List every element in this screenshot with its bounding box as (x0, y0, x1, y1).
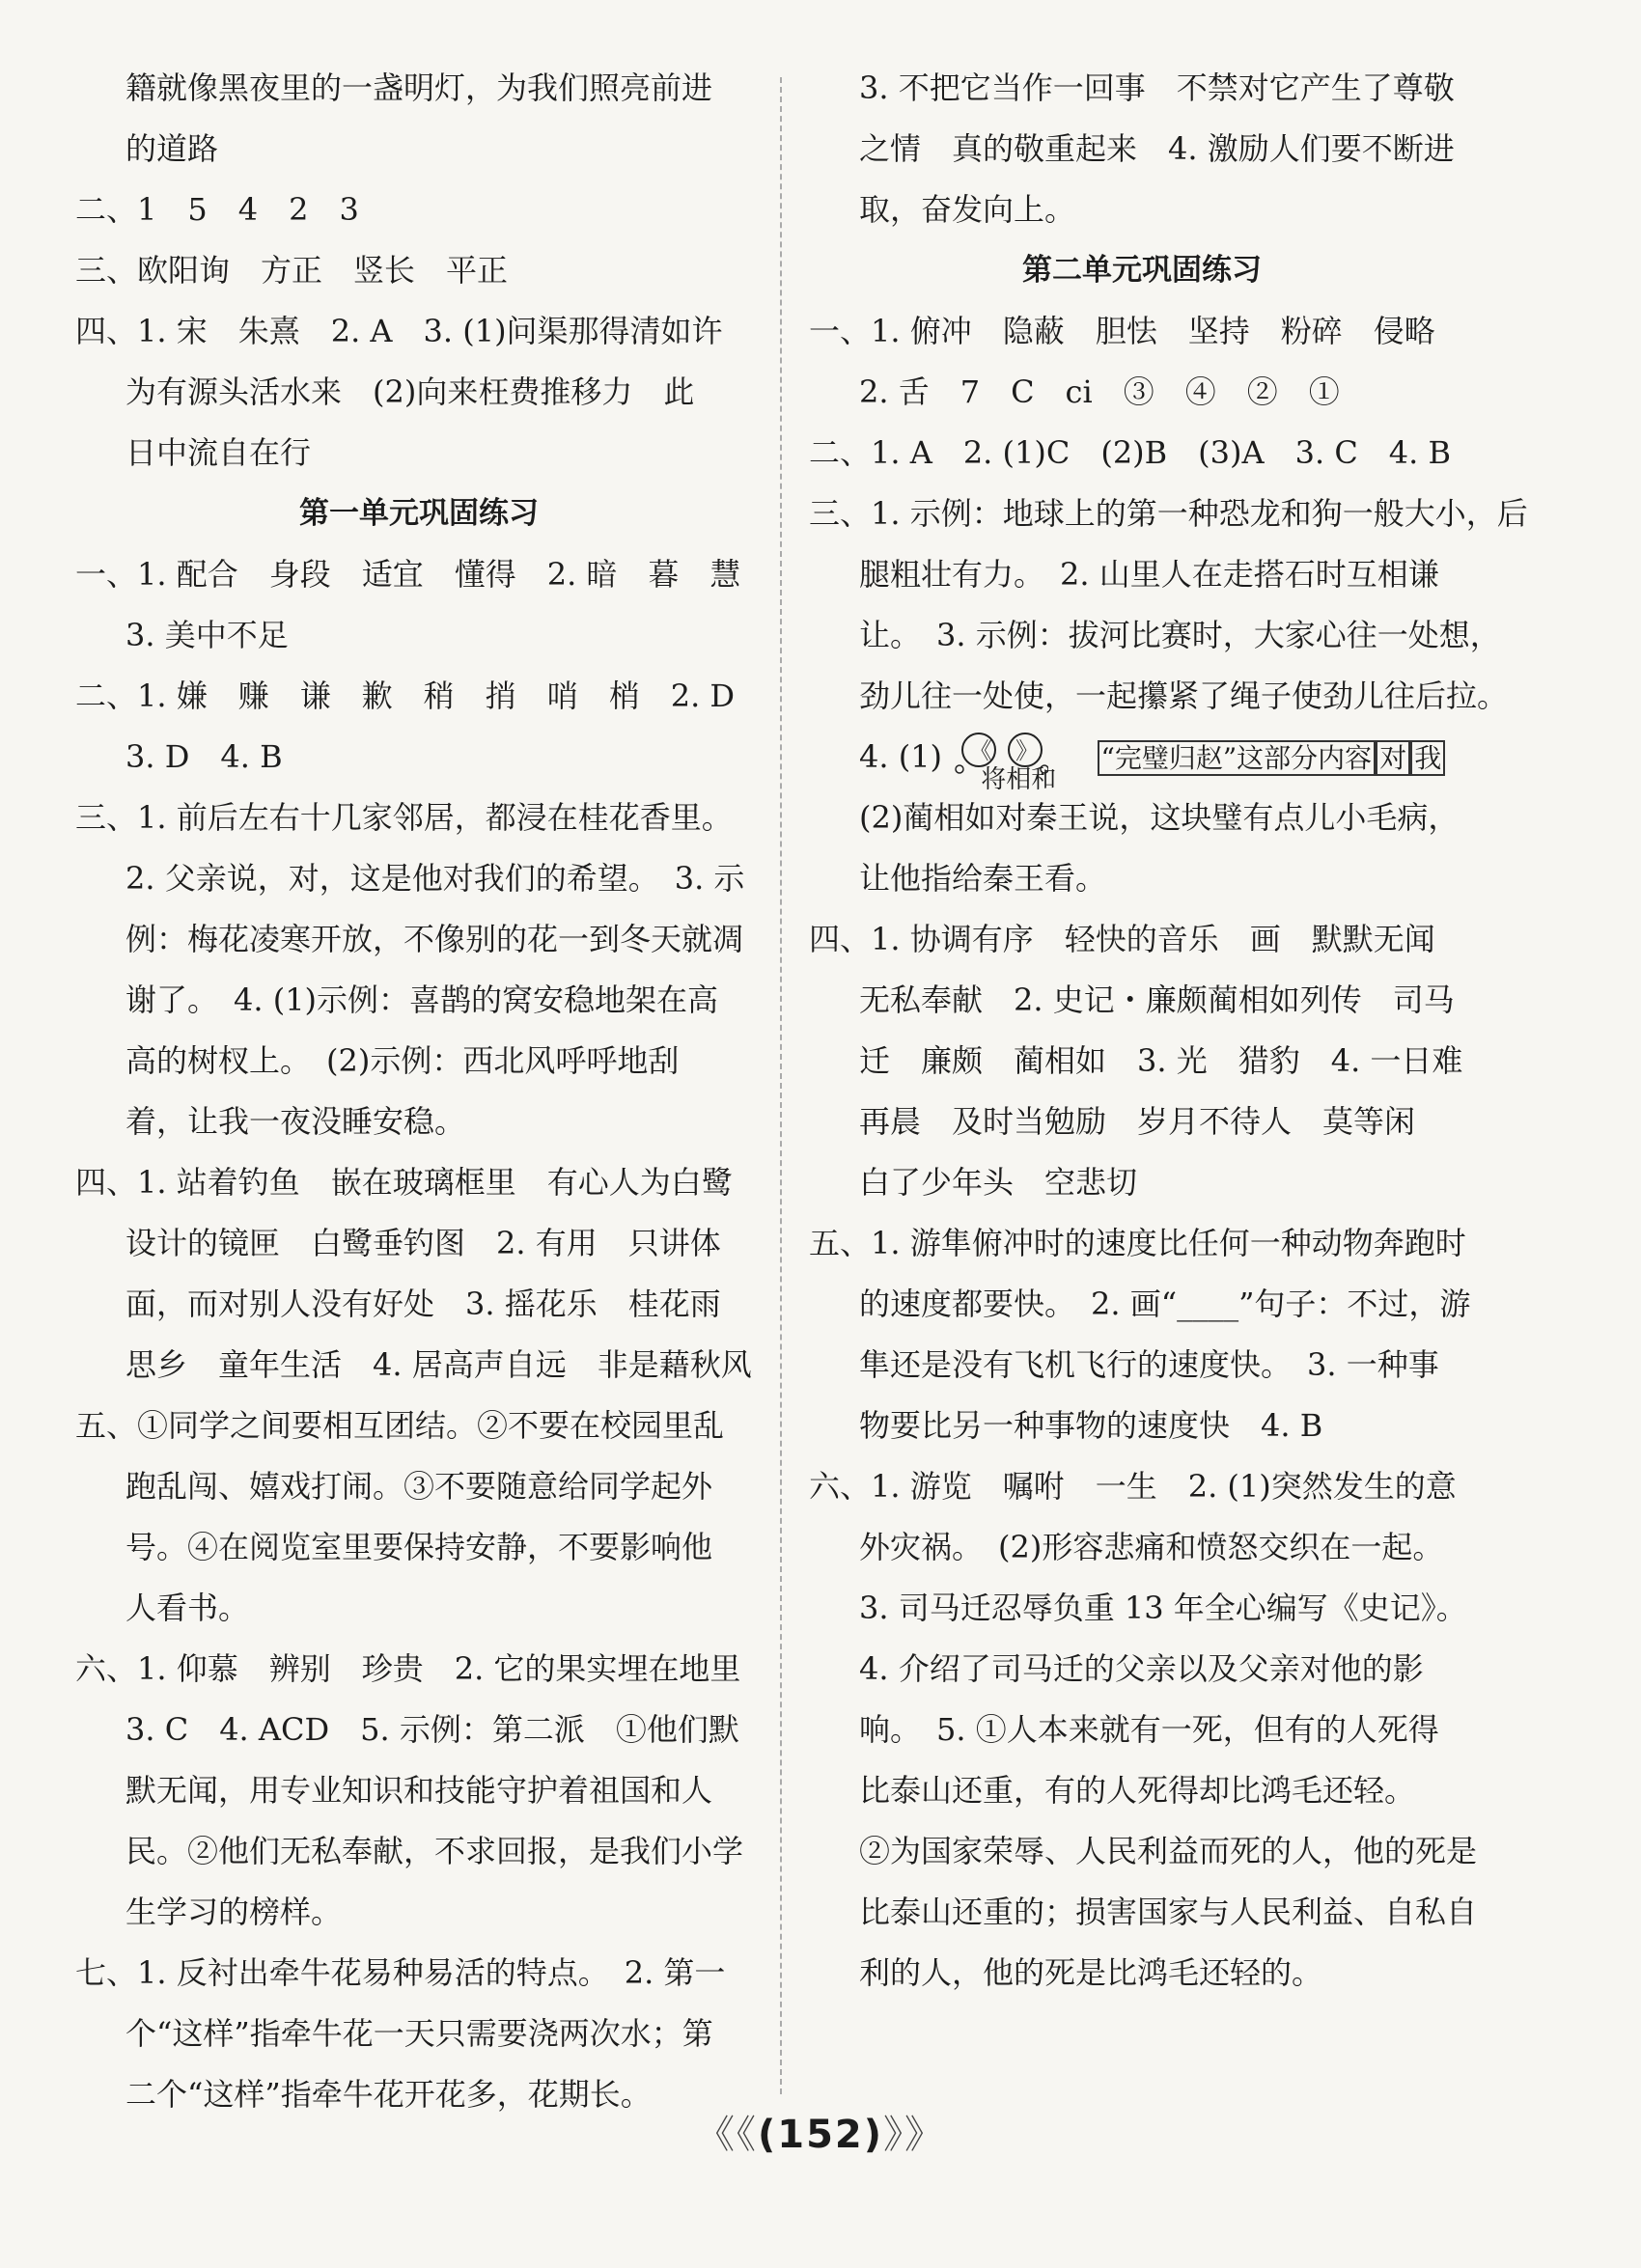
answer-line: 生学习的榜样。 (125, 1894, 343, 1930)
answer-line: 五、1. 游隼俯冲时的速度比任何一种动物奔跑时 (809, 1225, 1466, 1261)
answer-line: 外灾祸。 (2)形容悲痛和愤怒交织在一起。 (859, 1529, 1444, 1565)
answer-line: (2)蔺相如对秦王说，这块璧有点儿小毛病， (859, 799, 1460, 836)
answer-line: 劲儿往一处使，一起攥紧了绳子使劲儿往后拉。 (859, 678, 1509, 714)
answer-line: 六、1. 仰慕 辨别 珍贵 2. 它的果实埋在地里 (75, 1650, 741, 1687)
answer-line: 利的人，他的死是比鸿毛还轻的。 (859, 1954, 1323, 1991)
answer-line: 之情 真的敬重起来 4. 激励人们要不断进 (859, 130, 1455, 167)
boxed-phrase: “完璧归赵”这部分内容 (1098, 740, 1377, 776)
answer-line: 隼还是没有飞机飞行的速度快。 3. 一种事 (859, 1346, 1439, 1383)
boxed-char-2: 我 (1410, 740, 1445, 776)
answer-line: 三、欧阳询 方正 竖长 平正 (75, 252, 509, 289)
rebus-figure (952, 733, 1057, 794)
answer-line: 白了少年头 空悲切 (859, 1164, 1138, 1201)
answer-line: 比泰山还重，有的人死得却比鸿毛还轻。 (859, 1772, 1416, 1809)
rebus-prefix: 4. (1) (859, 738, 943, 775)
answer-line: 3. D 4. B (125, 738, 283, 775)
answer-line: 六、1. 游览 嘱咐 一生 2. (1)突然发生的意 (809, 1468, 1457, 1505)
section-heading: 第二单元巩固练习 (1022, 253, 1262, 288)
answer-line: 二、1 5 4 2 3 (75, 191, 359, 228)
section-heading: 第一单元巩固练习 (299, 496, 539, 531)
answer-line: 响。 5. ①人本来就有一死，但有的人死得 (859, 1711, 1439, 1748)
svg-text:》: 》 (1015, 736, 1040, 764)
answer-line: 二、1. 嫌 赚 谦 歉 稍 捎 哨 梢 2. D (75, 678, 736, 714)
answer-line: 五、①同学之间要相互团结。②不要在校园里乱 (75, 1407, 725, 1444)
column-divider (780, 77, 782, 2094)
answer-line: 设计的镜匣 白鹭垂钓图 2. 有用 只讲体 (125, 1225, 721, 1261)
answer-line: 3. 司马迁忍辱负重 13 年全心编写《史记》。 (859, 1590, 1467, 1626)
answer-line: 例：梅花凌寒开放，不像别的花一到冬天就凋 (125, 921, 744, 957)
answer-line: 思乡 童年生活 4. 居高声自远 非是藉秋风 (125, 1346, 752, 1383)
answer-line: 物要比另一种事物的速度快 4. B (859, 1407, 1323, 1444)
page-number-value: (152) (757, 2113, 884, 2157)
right-column (809, 58, 1528, 2004)
answer-line: 再晨 及时当勉励 岁月不待人 莫等闲 (859, 1103, 1416, 1140)
page-number: 《《(152)》》 (695, 2113, 946, 2157)
answer-line: 跑乱闯、嬉戏打闹。③不要随意给同学起外 (125, 1468, 713, 1505)
answer-line: 让他指给秦王看。 (859, 860, 1107, 897)
answer-line: 谢了。 4. (1)示例：喜鹊的窝安稳地架在高 (125, 982, 719, 1018)
answer-line: 为有源头活水来 (2)向来枉费推移力 此 (125, 373, 695, 410)
left-column (75, 58, 763, 2125)
answer-line: 四、1. 协调有序 轻快的音乐 画 默默无闻 (809, 921, 1435, 957)
answer-line: 人看书。 (125, 1590, 250, 1626)
answer-line: 二、1. A 2. (1)C (2)B (3)A 3. C 4. B (809, 434, 1452, 471)
answer-line: ②为国家荣辱、人民利益而死的人，他的死是 (859, 1833, 1478, 1869)
answer-line: 号。④在阅览室里要保持安静，不要影响他 (125, 1529, 713, 1565)
answer-line: 让。 3. 示例：拔河比赛时，大家心往一处想， (859, 617, 1501, 653)
answer-line: 七、1. 反衬出牵牛花易种易活的特点。 2. 第一 (75, 1954, 726, 1991)
answer-line: 的道路 (125, 130, 219, 167)
answer-line: 民。②他们无私奉献，不求回报，是我们小学 (125, 1833, 744, 1869)
answer-line: 取，奋发向上。 (859, 191, 1076, 228)
answer-line: 3. 不把它当作一回事 不禁对它产生了尊敬 (859, 69, 1455, 106)
answer-line: 默无闻，用专业知识和技能守护着祖国和人 (125, 1772, 713, 1809)
answer-line: 一、1. 俯冲 隐蔽 胆怯 坚持 粉碎 侵略 (809, 313, 1435, 349)
answer-line: 面，而对别人没有好处 3. 摇花乐 桂花雨 (125, 1286, 721, 1322)
answer-line: 个“这样”指牵牛花一天只需要浇两次水；第 (125, 2015, 713, 2052)
svg-text:《: 《 (969, 736, 993, 764)
answer-line: 着，让我一夜没睡安稳。 (125, 1103, 466, 1140)
answer-line: 迁 廉颇 蔺相如 3. 光 猎豹 4. 一日难 (859, 1042, 1463, 1079)
answer-line: 四、1. 站着钓鱼 嵌在玻璃框里 有心人为白鹭 (75, 1164, 733, 1201)
answer-line: 高的树杈上。 (2)示例：西北风呼呼地刮 (125, 1042, 680, 1079)
answer-line: 二个“这样”指牵牛花开花多，花期长。 (125, 2076, 652, 2113)
answer-line: 三、1. 示例：地球上的第一种恐龙和狗一般大小，后 (809, 495, 1528, 532)
answer-line: 2. 父亲说，对，这是他对我们的希望。 3. 示 (125, 860, 745, 897)
answer-line: 2. 舌 7 C ci ③ ④ ② ① (859, 373, 1340, 410)
answer-line: 的速度都要快。 2. 画“____”句子：不过，游 (859, 1286, 1471, 1322)
answer-line: 三、1. 前后左右十几家邻居，都浸在桂花香里。 (75, 799, 733, 836)
boxed-char: 对 (1376, 740, 1410, 776)
answer-line: 3. C 4. ACD 5. 示例：第二派 ①他们默 (125, 1711, 739, 1748)
rebus-answer-line (809, 727, 1475, 794)
answer-line: 日中流自在行 (125, 434, 312, 471)
answer-line: 4. 介绍了司马迁的父亲以及父亲对他的影 (859, 1650, 1424, 1687)
answer-line: 腿粗壮有力。 2. 山里人在走搭石时互相谦 (859, 556, 1439, 593)
answer-line: 籍就像黑夜里的一盏明灯，为我们照亮前进 (125, 69, 713, 106)
answer-line: 四、1. 宋 朱熹 2. A 3. (1)问渠那得清如许 (75, 313, 723, 349)
answer-line: 无私奉献 2. 史记・廉颇蔺相如列传 司马 (859, 982, 1455, 1018)
answer-line: 比泰山还重的；损害国家与人民利益、自私自 (859, 1894, 1478, 1930)
rebus-word: 将相和 (981, 764, 1057, 794)
answer-line: 3. 美中不足 (125, 617, 289, 653)
answer-line: 一、1. 配合 身段 适宜 懂得 2. 暗 暮 慧 (75, 556, 741, 593)
